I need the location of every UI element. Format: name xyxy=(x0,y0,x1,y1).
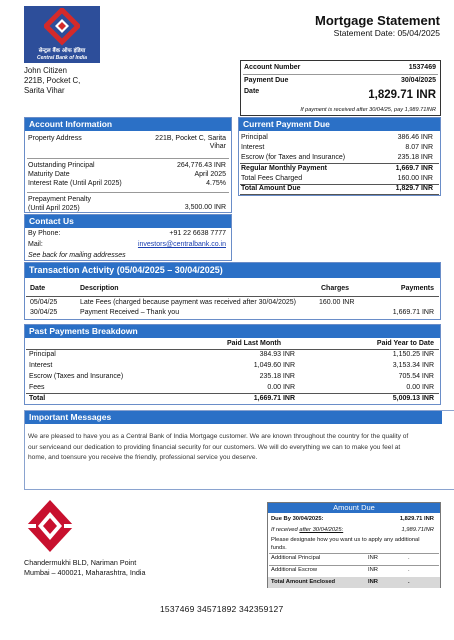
account-summary xyxy=(240,60,441,116)
additional-escrow-label: Additional Escrow xyxy=(271,567,318,573)
customer-address xyxy=(24,66,80,96)
regular-payment-value: 1,669.7 INR xyxy=(395,165,433,172)
total-fees-value: 160.00 INR xyxy=(397,175,433,182)
phone-value[interactable]: +91 22 6638 7777 xyxy=(169,230,226,237)
mailing-note: See back for mailing addresses xyxy=(28,252,126,259)
principal-label: Principal xyxy=(241,134,268,141)
payment-due-value: 30/04/2025 xyxy=(400,77,436,84)
mail-label: Mail: xyxy=(28,241,43,248)
additional-principal-currency: INR xyxy=(368,555,378,561)
apply-instruction xyxy=(271,536,420,552)
row-label: Escrow (Taxes and Insurance) xyxy=(29,373,124,380)
barcode-number: 1537469 34571892 342359127 xyxy=(160,604,284,614)
col-last-month-header: Paid Last Month xyxy=(226,340,281,347)
total-amount-due-label: Total Amount Due xyxy=(241,185,301,192)
row-label: Fees xyxy=(29,384,45,391)
txn-description: Late Fees (charged because payment was received after 30/04/2025) xyxy=(80,299,296,306)
property-address-line1: 221B, Pocket C, Sarita xyxy=(155,135,226,142)
section-heading: Current Payment Due xyxy=(239,118,440,131)
prepayment-label-line2: (Until April 2025) xyxy=(28,205,80,212)
phone-label: By Phone: xyxy=(28,230,61,237)
regular-payment-label: Regular Monthly Payment xyxy=(241,165,327,172)
row-ytd: 3,153.34 INR xyxy=(392,362,434,369)
section-heading: Past Payments Breakdown xyxy=(25,325,440,338)
footer-logo xyxy=(24,498,76,556)
payment-due-label: Payment Due xyxy=(244,77,289,84)
txn-charges: 160.00 INR xyxy=(319,299,355,306)
customer-address-line2: Sarita Vihar xyxy=(24,86,65,95)
txn-description: Payment Received – Thank you xyxy=(80,309,180,316)
section-heading: Important Messages xyxy=(25,411,442,424)
logo-text-hindi: सेन्ट्रल बैंक ऑफ इंडिया xyxy=(38,48,86,54)
interest-label: Interest xyxy=(241,144,265,151)
prepayment-penalty-label xyxy=(28,195,91,213)
account-number-row xyxy=(244,64,436,71)
total-ytd: 5,009.13 INR xyxy=(392,395,434,402)
principal-value: 386.46 INR xyxy=(397,134,433,141)
additional-principal-label: Additional Principal xyxy=(271,555,321,561)
col-date-header: Date xyxy=(30,285,46,292)
payment-due-row xyxy=(244,77,436,84)
row-ytd: 0.00 INR xyxy=(406,384,434,391)
bank-address-line2: Mumbai – 400021, Maharashtra, India xyxy=(24,568,146,577)
total-amount-due-value: 1,829.7 INR xyxy=(395,185,433,192)
total-enclosed-currency: INR xyxy=(368,579,378,585)
total-last-month: 1,669.71 INR xyxy=(253,395,295,402)
row-last-month: 235.18 INR xyxy=(259,373,295,380)
prepayment-penalty-value: 3,500.00 INR xyxy=(184,204,226,211)
transaction-activity-section xyxy=(24,262,441,320)
account-number-label: Account Number xyxy=(244,64,301,71)
outstanding-principal-value: 264,776.43 INR xyxy=(176,162,226,169)
txn-payments: 1,669.71 INR xyxy=(392,309,434,316)
amount-due-row xyxy=(244,88,436,101)
amount-due-value: 1,829.71 INR xyxy=(368,89,436,101)
txn-date: 30/04/25 xyxy=(30,309,58,316)
message-line: our serviceand our dedication to providing financial security for our customers. We will do everything we can to make you feel at xyxy=(28,443,401,451)
slip-heading: Amount Due xyxy=(268,503,440,513)
property-address-value xyxy=(155,135,226,151)
due-by-value: 1,829.71 INR xyxy=(399,516,434,522)
col-ytd-header: Paid Year to Date xyxy=(376,340,434,347)
bank-logo xyxy=(24,6,100,63)
customer-name: John Citizen xyxy=(24,66,67,75)
current-payment-due-section xyxy=(238,117,441,196)
instruction-line2: funds. xyxy=(271,545,287,551)
interest-rate-value: 4.75% xyxy=(206,180,226,187)
if-received-prefix: If received xyxy=(271,527,300,533)
important-messages-section xyxy=(24,410,454,490)
section-heading: Contact Us xyxy=(25,215,231,228)
row-label: Principal xyxy=(29,351,56,358)
total-label: Total xyxy=(29,395,46,402)
section-heading: Transaction Activity (05/04/2025 – 30/04/2025) xyxy=(25,263,440,278)
additional-principal-input[interactable]: . xyxy=(408,555,410,561)
past-payments-section xyxy=(24,324,441,405)
if-received-value: 1,989.71INR xyxy=(401,527,434,533)
page-title: Mortgage Statement xyxy=(315,13,440,28)
email-link[interactable]: investors@centralbank.co.in xyxy=(137,241,226,248)
maturity-date-label: Maturity Date xyxy=(28,171,70,178)
interest-value: 8.07 INR xyxy=(405,144,433,151)
interest-rate-label: Interest Rate (Until April 2025) xyxy=(28,180,122,187)
if-received-date: after 30/04/2025: xyxy=(299,527,344,533)
if-received-label xyxy=(271,527,343,533)
row-last-month: 384.93 INR xyxy=(259,351,295,358)
message-line: home, and toensure you receive the friendly, professional service you deserve. xyxy=(28,454,258,461)
date-label: Date xyxy=(244,88,260,95)
contact-section xyxy=(24,214,232,261)
late-payment-note: If payment is received after 30/04/25, pay 1,989.71INR xyxy=(300,107,436,113)
statement-date: Statement Date: 05/04/2025 xyxy=(333,28,440,38)
prepayment-label-line1: Prepayment Penalty xyxy=(28,196,92,203)
col-charges-header: Charges xyxy=(321,285,350,292)
total-enclosed-input[interactable]: . xyxy=(408,579,410,585)
account-information-section xyxy=(24,117,232,213)
property-address-label: Property Address xyxy=(28,135,82,142)
row-last-month: 1,049.60 INR xyxy=(253,362,295,369)
bank-address xyxy=(24,558,145,578)
col-payments-header: Payments xyxy=(400,285,434,292)
customer-address-line1: 221B, Pocket C, xyxy=(24,76,81,85)
additional-escrow-input[interactable]: . xyxy=(408,567,410,573)
col-description-header: Description xyxy=(80,285,119,292)
message-line: We are pleased to have you as a Central Bank of India Mortgage customer. We are known throughout the country for the quality of xyxy=(28,433,409,440)
due-by-label: Due By 30/04/2025: xyxy=(271,516,324,522)
logo-emblem-icon xyxy=(24,498,76,554)
escrow-label: Escrow (for Taxes and Insurance) xyxy=(241,154,346,161)
row-last-month: 0.00 INR xyxy=(267,384,295,391)
instruction-line1: Please designate how you want us to apply any additional xyxy=(271,537,420,543)
escrow-value: 235.18 INR xyxy=(397,154,433,161)
outstanding-principal-label: Outstanding Principal xyxy=(28,162,95,169)
row-ytd: 1,150.25 INR xyxy=(392,351,434,358)
row-label: Interest xyxy=(29,362,53,369)
additional-escrow-currency: INR xyxy=(368,567,378,573)
property-address-line2: Vihar xyxy=(209,143,226,150)
bank-address-line1: Chandermukhi BLD, Nariman Point xyxy=(24,558,137,567)
total-fees-label: Total Fees Charged xyxy=(241,175,303,182)
logo-text-english: Central Bank of India xyxy=(36,55,87,61)
total-enclosed-label: Total Amount Enclosed xyxy=(271,579,336,585)
row-ytd: 705.54 INR xyxy=(398,373,434,380)
txn-date: 05/04/25 xyxy=(30,299,58,306)
amount-due-slip xyxy=(267,502,441,588)
maturity-date-value: April 2025 xyxy=(194,171,226,178)
section-heading: Account Information xyxy=(25,118,231,131)
message-body xyxy=(28,432,443,464)
account-number-value: 1537469 xyxy=(408,64,436,71)
logo-emblem-icon xyxy=(44,8,80,46)
